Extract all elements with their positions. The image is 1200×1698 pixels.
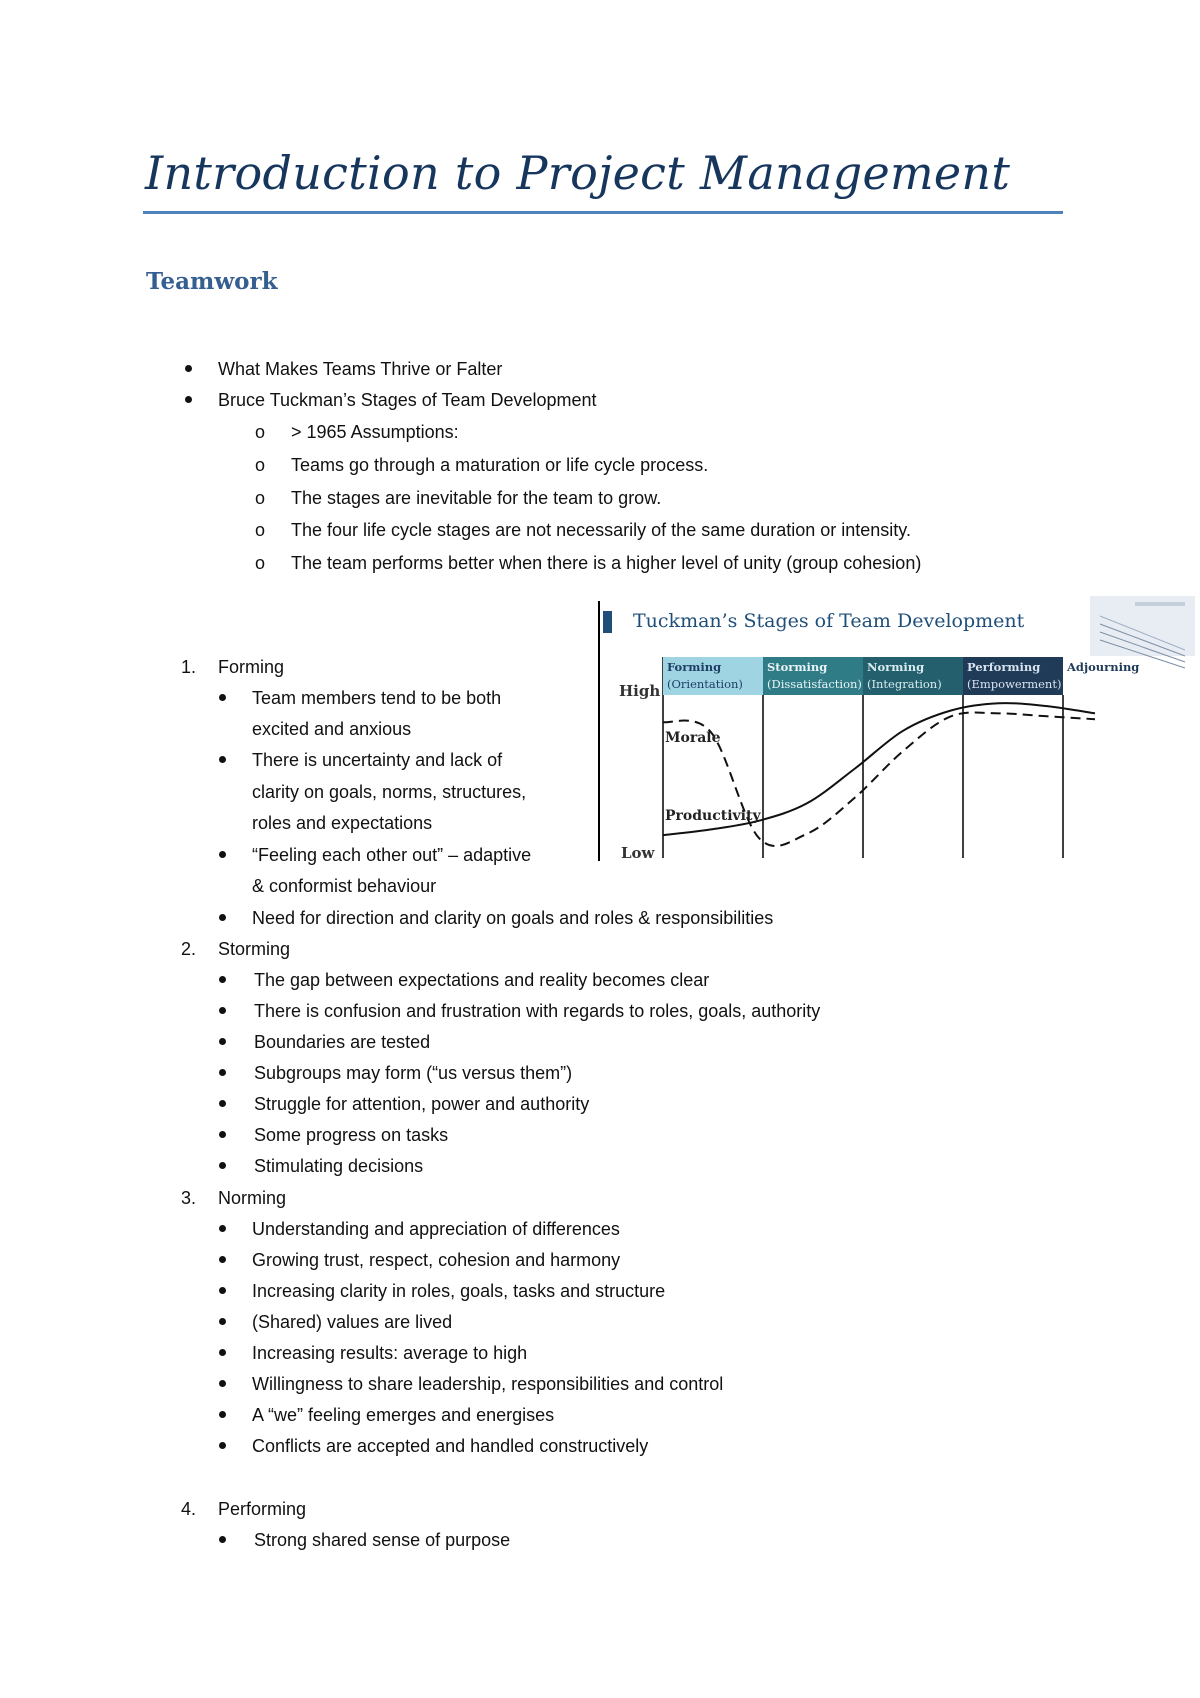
bullet-dot bbox=[219, 1131, 226, 1138]
bullet-dot bbox=[219, 1100, 226, 1107]
bullet-dot bbox=[185, 396, 192, 403]
stage-header-subtitle: (Empowerment) bbox=[967, 677, 1062, 691]
bullet-dot bbox=[219, 694, 226, 701]
stage-number: 4. bbox=[181, 1499, 197, 1519]
bullet-dot bbox=[185, 365, 192, 372]
stage-point: The gap between expectations and reality becomes clear bbox=[254, 970, 710, 990]
bullet-dot bbox=[219, 1038, 226, 1045]
stage-point: Understanding and appreciation of differences bbox=[252, 1219, 620, 1239]
stage-point: Growing trust, respect, cohesion and harmony bbox=[252, 1250, 621, 1270]
section-heading: Teamwork bbox=[146, 268, 278, 295]
stage-point: Willingness to share leadership, responsibilities and control bbox=[252, 1374, 724, 1394]
bullet-dot bbox=[219, 1318, 226, 1325]
y-axis-high-label: High bbox=[619, 682, 661, 700]
stage-header-name: Performing bbox=[967, 660, 1041, 674]
stage-header-name: Norming bbox=[867, 660, 925, 674]
stage-number: 2. bbox=[181, 939, 197, 959]
stage-point: Subgroups may form (“us versus them”) bbox=[254, 1063, 573, 1083]
y-axis-low-label: Low bbox=[621, 844, 655, 862]
stage-point: Conflicts are accepted and handled constructively bbox=[252, 1436, 649, 1456]
stage-point: (Shared) values are lived bbox=[252, 1312, 453, 1332]
bullet-dot bbox=[219, 914, 226, 921]
stage-point: Some progress on tasks bbox=[254, 1125, 449, 1145]
sub-bullet-marker: o bbox=[255, 455, 266, 475]
title-underline bbox=[143, 211, 1063, 214]
bullet-dot bbox=[219, 1069, 226, 1076]
stage-point: Boundaries are tested bbox=[254, 1032, 431, 1052]
stage-header-storming bbox=[763, 657, 863, 695]
stage-point: There is confusion and frustration with regards to roles, goals, authority bbox=[254, 1001, 821, 1021]
stage-number: 1. bbox=[181, 657, 197, 677]
title-bar-marker bbox=[603, 611, 612, 633]
sub-bullet-marker: o bbox=[255, 520, 266, 540]
stage-point: A “we” feeling emerges and energises bbox=[252, 1405, 555, 1425]
stage-point-continued: roles and expectations bbox=[252, 813, 433, 833]
tuckman-stages-chart bbox=[595, 596, 1195, 871]
stage-number: 3. bbox=[181, 1188, 197, 1208]
stage-point-continued: clarity on goals, norms, structures, bbox=[252, 782, 527, 802]
chart-title: Tuckman’s Stages of Team Development bbox=[633, 610, 1025, 632]
assumption-item: Teams go through a maturation or life cycle process. bbox=[291, 455, 709, 475]
stage-header-subtitle: (Integration) bbox=[867, 677, 942, 691]
productivity-series-label: Productivity bbox=[665, 808, 761, 824]
stage-header-adjourning bbox=[1063, 657, 1147, 695]
stage-point: Need for direction and clarity on goals and roles & responsibilities bbox=[252, 908, 774, 928]
stage-point-continued: excited and anxious bbox=[252, 719, 412, 739]
stage-point: Increasing results: average to high bbox=[252, 1343, 528, 1363]
stage-header-name: Adjourning bbox=[1067, 660, 1140, 674]
bullet-dot bbox=[219, 1007, 226, 1014]
stage-name: Storming bbox=[218, 939, 291, 959]
stage-point: Struggle for attention, power and authority bbox=[254, 1094, 590, 1114]
bullet-dot bbox=[219, 1256, 226, 1263]
assumption-item: > 1965 Assumptions: bbox=[291, 422, 459, 442]
stage-point-continued: & conformist behaviour bbox=[252, 876, 437, 896]
bullet-dot bbox=[219, 1442, 226, 1449]
sub-bullet-marker: o bbox=[255, 488, 266, 508]
stage-name: Forming bbox=[218, 657, 285, 677]
morale-series-label: Morale bbox=[665, 730, 721, 746]
stage-header-subtitle: (Dissatisfaction) bbox=[767, 677, 862, 691]
stage-name: Norming bbox=[218, 1188, 287, 1208]
bullet-dot bbox=[219, 1162, 226, 1169]
stage-point: Team members tend to be both bbox=[252, 688, 502, 708]
stage-header-name: Storming bbox=[767, 660, 828, 674]
stage-header-subtitle: (Orientation) bbox=[667, 677, 743, 691]
intro-bullet: What Makes Teams Thrive or Falter bbox=[218, 359, 503, 379]
intro-bullet: Bruce Tuckman’s Stages of Team Development bbox=[218, 390, 597, 410]
stage-point: Increasing clarity in roles, goals, tasks and structure bbox=[252, 1281, 666, 1301]
sub-bullet-marker: o bbox=[255, 553, 266, 573]
stage-header-norming bbox=[863, 657, 963, 695]
stage-point: Stimulating decisions bbox=[254, 1156, 424, 1176]
bullet-dot bbox=[219, 1225, 226, 1232]
bullet-dot bbox=[219, 1411, 226, 1418]
assumption-item: The four life cycle stages are not necessarily of the same duration or intensity. bbox=[291, 520, 911, 540]
stage-point: There is uncertainty and lack of bbox=[252, 750, 503, 770]
stage-header-performing bbox=[963, 657, 1063, 695]
stage-header-name: Forming bbox=[667, 660, 722, 674]
bullet-dot bbox=[219, 1380, 226, 1387]
bullet-dot bbox=[219, 851, 226, 858]
bullet-dot bbox=[219, 1349, 226, 1356]
sub-bullet-marker: o bbox=[255, 422, 266, 442]
assumption-item: The stages are inevitable for the team to grow. bbox=[291, 488, 662, 508]
bullet-dot bbox=[219, 1287, 226, 1294]
stage-point: Strong shared sense of purpose bbox=[254, 1530, 511, 1550]
stage-header-forming bbox=[663, 657, 763, 695]
bullet-dot bbox=[219, 976, 226, 983]
bullet-dot bbox=[219, 756, 226, 763]
assumption-item: The team performs better when there is a higher level of unity (group cohesion) bbox=[291, 553, 922, 573]
stage-name: Performing bbox=[218, 1499, 307, 1519]
bullet-dot bbox=[219, 1536, 226, 1543]
page-title: Introduction to Project Management bbox=[145, 146, 1011, 200]
stage-point: “Feeling each other out” – adaptive bbox=[252, 845, 532, 865]
